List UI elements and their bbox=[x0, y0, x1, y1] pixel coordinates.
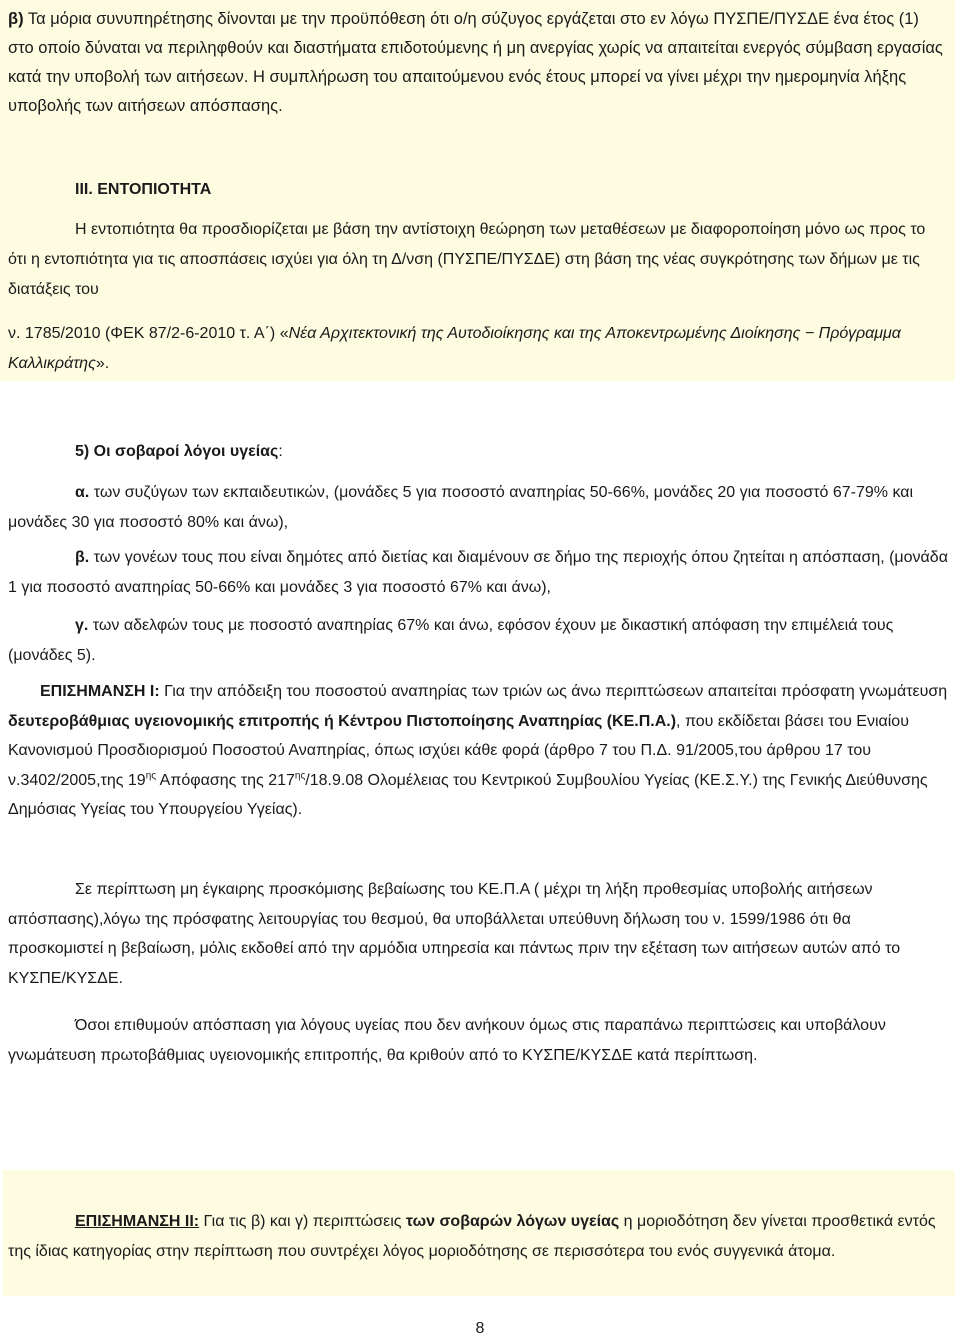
paragraph-other-health bbox=[8, 1011, 948, 1070]
locality-text: Η εντοπιότητα θα προσδιορίζεται με βάση την αντίστοιχη θεώρηση των μεταθέσεων με διαφοροποίηση μόνο ως προς το ότι η εντοπιότητα για τις αποσπάσεις ισχύει για όλη τη Δ/νση (ΠΥΣΠΕ/ΠΥΣΔΕ) στη βάση της νέας συγκρότησης των δήμων με τις διατάξεις του bbox=[8, 221, 926, 298]
paragraph-late-submission bbox=[8, 875, 948, 993]
note-two-text-1: Για τις β) και γ) περιπτώσεις bbox=[199, 1213, 406, 1230]
item-c-label: γ. bbox=[75, 617, 89, 634]
law-prefix: ν. 1785/2010 (ΦΕΚ 87/2-6-2010 τ. Α΄) « bbox=[8, 325, 289, 342]
note-one bbox=[8, 677, 948, 825]
item-a-label: α. bbox=[75, 484, 90, 501]
note-one-bold: δευτεροβάθμιας υγειονομικής επιτροπής ή Κέντρου Πιστοποίησης Αναπηρίας (ΚΕ.Π.Α.) bbox=[8, 712, 677, 730]
item-b-text: των γονέων τους που είναι δημότες από διετίας και διαμένουν σε δήμο της περιοχής όπου ζητείται η απόσπαση, (μονάδα 1 για ποσοστό αναπηρίας 50-66% και μονάδες 3 για ποσοστό 67% και άνω), bbox=[8, 549, 948, 596]
note-one-text-2: , που εκδίδεται βάσει του Ενιαίου Κανονισμού Προσδιορισμού Ποσοστού Αναπηρίας, όπως ισχύει κάθε φορά (άρθρο 7 του Π.Δ. 91/2005,του άρθρου 17 του ν.3402/2005,της 19 bbox=[8, 712, 909, 789]
item-b-label: β. bbox=[75, 549, 90, 566]
item-c-text: των αδελφών τους με ποσοστό αναπηρίας 67% και άνω, εφόσον έχουν με δικαστική απόφαση την επιμέλειά τους (μονάδες 5). bbox=[8, 617, 894, 664]
health-item-a bbox=[8, 478, 948, 538]
beta-label: β) bbox=[8, 10, 24, 28]
note-one-sup-2: ης bbox=[294, 770, 306, 782]
note-two bbox=[8, 1207, 948, 1266]
other-health-text: Όσοι επιθυμούν απόσπαση για λόγους υγείας που δεν ανήκουν όμως στις παραπάνω περιπτώσεις και υποβάλουν γνωμάτευση πρωτοβάθμιας υγειονομικής επιτροπής, θα κριθούν από το ΚΥΣΠΕ/ΚΥΣΔΕ κατά περίπτωση. bbox=[8, 1017, 886, 1064]
item-a-text: των συζύγων των εκπαιδευτικών, (μονάδες 5 για ποσοστό αναπηρίας 50-66%, μονάδες 20 για ποσοστό 67-79% και μονάδες 30 για ποσοστό 80% και άνω), bbox=[8, 484, 914, 531]
health-item-c bbox=[8, 611, 948, 671]
note-one-text-4: /18.9.08 Ολομέλειας του Κεντρικού Συμβουλίου Υγείας (ΚΕ.Σ.Υ.) της Γενικής Διεύθυνσης Δημόσιας Υγείας του Υπουργείου Υγείας). bbox=[8, 771, 928, 818]
note-two-label: ΕΠΙΣΗΜΑΝΣΗ ΙΙ: bbox=[75, 1213, 200, 1230]
page-number: 8 bbox=[475, 1320, 485, 1337]
paragraph-locality bbox=[8, 215, 948, 305]
note-two-text-2: η μοριοδότηση δεν γίνεται προσθετικά εντός της ίδιας κατηγορίας στην περίπτωση που συντρέχει λόγος μοριοδότησης σε περισσότερα του ενός συγγενικά άτομα. bbox=[8, 1213, 936, 1260]
health-item-b bbox=[8, 543, 948, 603]
law-title: Νέα Αρχιτεκτονική της Αυτοδιοίκησης και της Αποκεντρωμένης Διοίκησης − Πρόγραμμα Καλλικράτης bbox=[8, 325, 901, 372]
health-heading bbox=[75, 437, 948, 466]
late-submission-text: Σε περίπτωση μη έγκαιρης προσκόμισης βεβαίωσης του ΚΕ.Π.Α ( μέχρι τη λήξη προθεσμίας υποβολής αιτήσεων απόσπασης),λόγω της πρόσφατης λειτουργίας του θεσμού, θα υποβάλλεται υπεύθυνη δήλωση του ν. 1599/1986 ότι θα προσκομιστεί η βεβαίωση, μόλις εκδοθεί από την αρμόδια υπηρεσία και πάντως πριν την εξέταση των αιτήσεων αυτών από το ΚΥΣΠΕ/ΚΥΣΔΕ. bbox=[8, 881, 901, 987]
health-heading-colon: : bbox=[278, 443, 283, 460]
note-one-label: ΕΠΙΣΗΜΑΝΣΗ Ι: bbox=[40, 683, 160, 700]
health-heading-text: 5) Οι σοβαροί λόγοι υγείας bbox=[75, 443, 279, 460]
law-suffix: ». bbox=[95, 355, 110, 372]
locality-heading: ΙΙΙ. ΕΝΤΟΠΙΟΤΗΤΑ bbox=[75, 181, 212, 198]
note-one-text-1: Για την απόδειξη του ποσοστού αναπηρίας των τριών ως άνω περιπτώσεων απαιτείται πρόσφατη γνωμάτευση bbox=[159, 683, 948, 700]
beta-text: Τα μόρια συνυπηρέτησης δίνονται με την προϋπόθεση ότι ο/η σύζυγος εργάζεται στο εν λόγω ΠΥΣΠΕ/ΠΥΣΔΕ ένα έτος (1) στο οποίο δύναται να περιληφθούν και διαστήματα επιδοτούμενης ή μη ανεργίας χωρίς να απαιτείται ενεργός σύμβαση εργασίας κατά την υποβολή των αιτήσεων. Η συμπλήρωση του απαιτούμενου ενός έτους μπορεί να γίνει μέχρι την ημερομηνία λήξης υποβολής των αιτήσεων απόσπασης. bbox=[8, 10, 943, 115]
note-two-bold: των σοβαρών λόγων υγείας bbox=[405, 1213, 620, 1230]
paragraph-law bbox=[8, 319, 948, 379]
note-one-sup-1: ης bbox=[145, 770, 157, 782]
note-one-text-3: Απόφασης της 217 bbox=[156, 771, 295, 789]
section-heading-locality bbox=[75, 175, 948, 204]
paragraph-beta bbox=[8, 5, 948, 121]
